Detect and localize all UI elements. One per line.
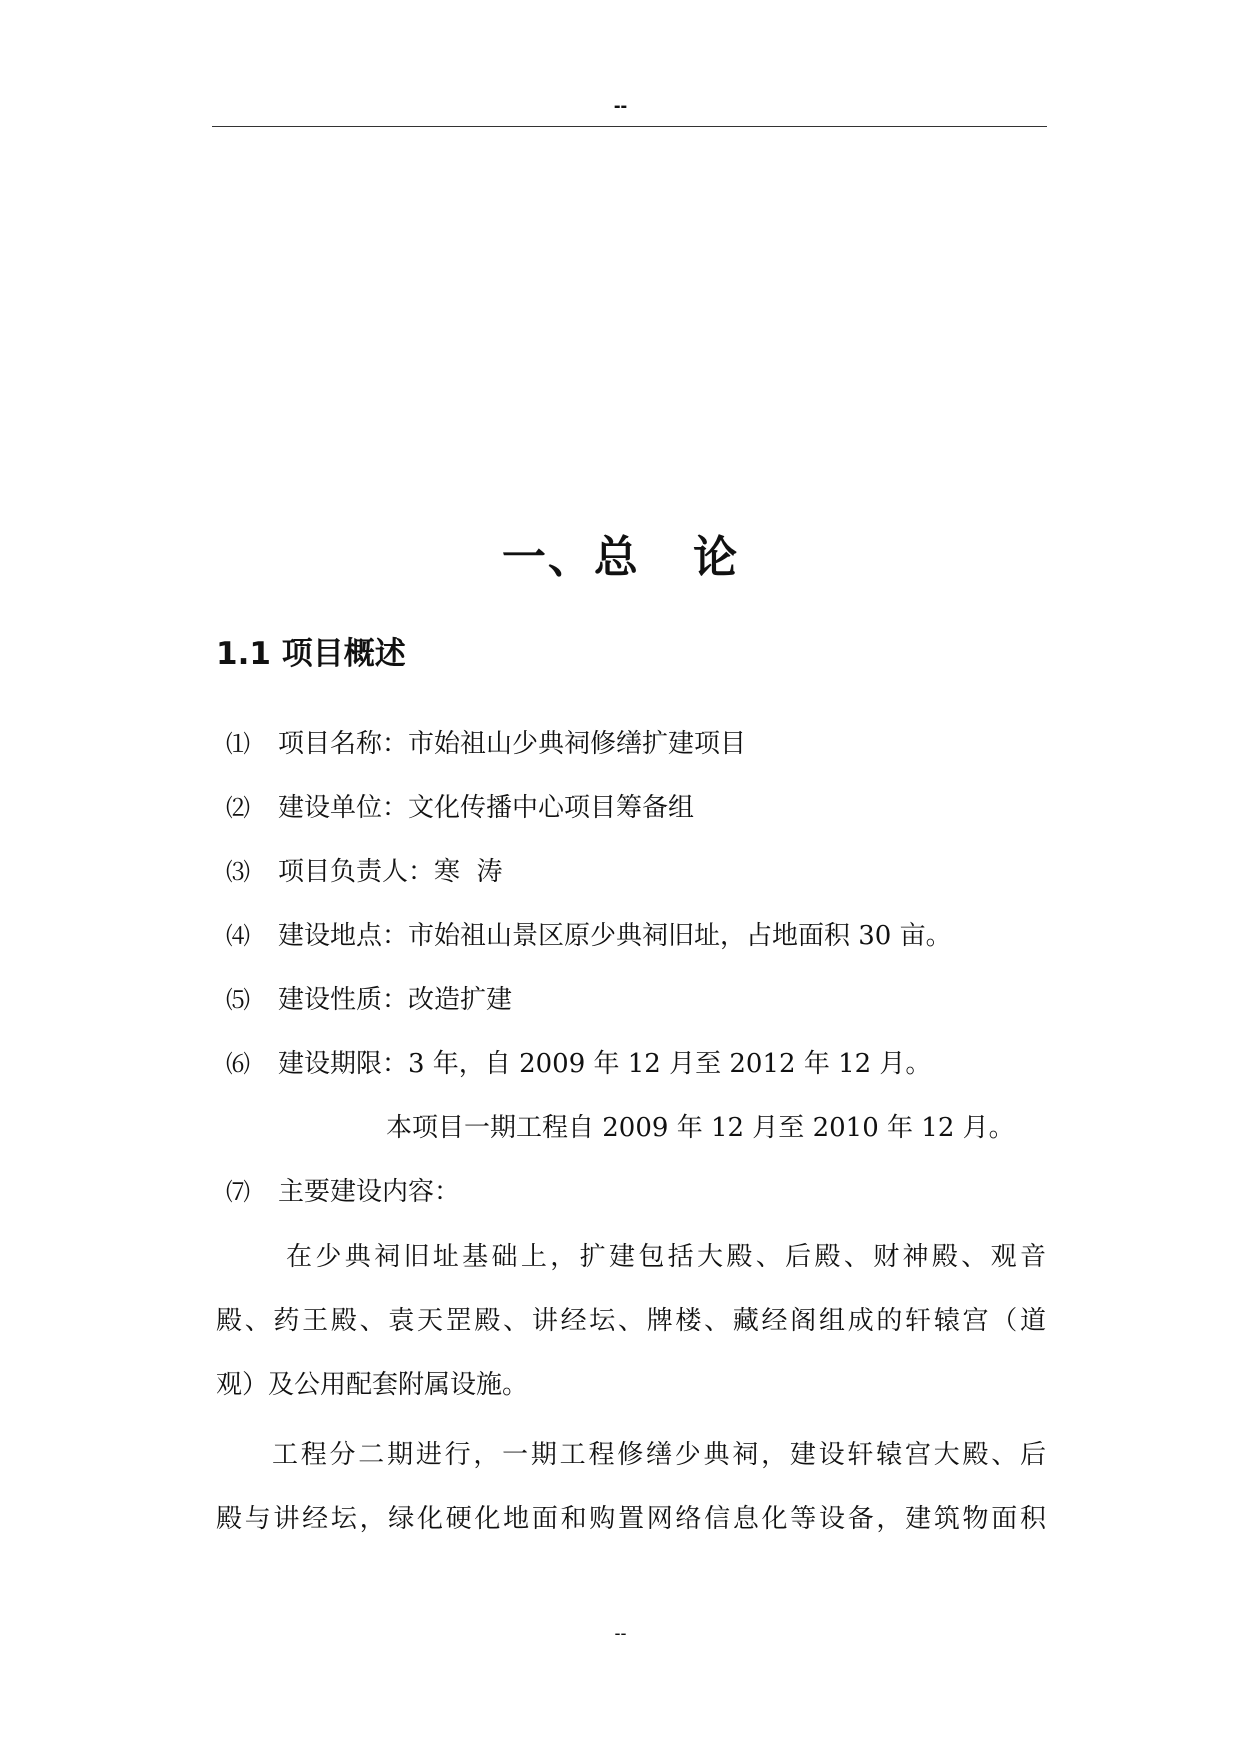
list-item-construction-unit [226, 791, 694, 825]
list-item-number: ⑵ [226, 794, 250, 822]
list-item-number: ⑹ [226, 1050, 250, 1078]
list-item-text: 建设地点：市始祖山景区原少典祠旧址，占地面积 30 亩。 [278, 921, 952, 951]
list-item-main-content [226, 1175, 460, 1209]
list-item-text: 建设单位：文化传播中心项目筹备组 [278, 793, 695, 823]
list-item-period [226, 1047, 931, 1081]
list-item-text: 项目负责人：寒 涛 [278, 857, 503, 887]
paragraph-1-line-1: 在少典祠旧址基础上，扩建包括大殿、后殿、财神殿、观音 [286, 1242, 1046, 1272]
header-divider [212, 126, 1047, 127]
list-item-location [226, 919, 952, 953]
list-item-number: ⑶ [226, 858, 250, 886]
paragraph-2-line-2: 殿与讲经坛，绿化硬化地面和购置网络信息化等设备，建筑物面积 [216, 1504, 1046, 1534]
page-header-mark: -- [613, 95, 628, 117]
phase-one-period: 本项目一期工程自 2009 年 12 月至 2010 年 12 月。 [386, 1113, 1015, 1143]
page-footer-mark: -- [614, 1623, 627, 1643]
chapter-title: 一、总 论 [501, 532, 740, 583]
list-item-text: 建设期限：3 年，自 2009 年 12 月至 2012 年 12 月。 [278, 1049, 932, 1079]
paragraph-1-line-2: 殿、药王殿、袁天罡殿、讲经坛、牌楼、藏经阁组成的轩辕宫（道 [216, 1306, 1046, 1336]
list-item-text: 建设性质：改造扩建 [278, 985, 513, 1015]
list-item-text: 项目名称：市始祖山少典祠修缮扩建项目 [278, 729, 747, 759]
list-item-number: ⑺ [226, 1178, 250, 1206]
list-item-text: 主要建设内容： [278, 1177, 461, 1207]
list-item-project-leader [226, 855, 503, 889]
paragraph-2-line-1: 工程分二期进行，一期工程修缮少典祠，建设轩辕宫大殿、后 [272, 1440, 1046, 1470]
list-item-nature [226, 983, 512, 1017]
section-title: 1.1 项目概述 [216, 636, 406, 672]
list-item-number: ⑴ [226, 730, 250, 758]
list-item-project-name [226, 727, 746, 761]
list-item-number: ⑸ [226, 986, 250, 1014]
paragraph-1-line-3: 观）及公用配套附属设施。 [216, 1370, 529, 1400]
list-item-number: ⑷ [226, 922, 250, 950]
